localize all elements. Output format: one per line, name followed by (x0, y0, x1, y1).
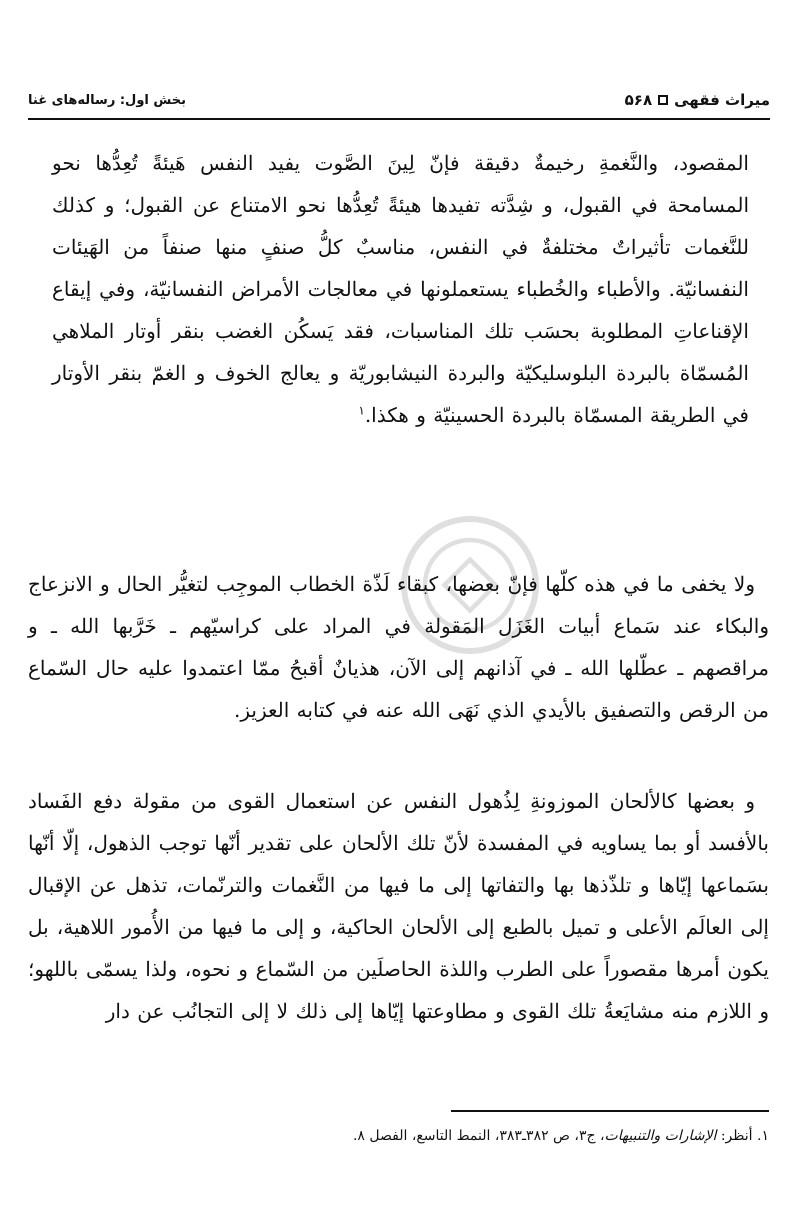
page-heading (625, 91, 770, 109)
header-rule (28, 118, 770, 120)
footnote-source-title: الإشارات والتنبيهات (604, 1128, 717, 1144)
footnote-number: ١. (757, 1128, 769, 1144)
square-ornament-icon (658, 95, 668, 105)
footnote-marker: ١ (358, 403, 365, 418)
paragraph-3: و بعضها كالألحان الموزونةِ لِذُهول النفس عن استعمال القوى من مقولة دفع الفَساد بالأفسد أو بما يساويه في المفسدة لأنّ تلك الألحان على تقدير أنّها توجب الذهول، إلّا أنّها بسَماعها إيّاها و تلذّذها بها والتفاتها إلى ما فيها من النَّغمات والترنّمات، تذهل عن الإقبال إلى العالَم الأعلى و تميل بالطبع إلى الألحان الحاكية، و إلى ما فيها من الأُمور اللاهية، بل يكون أمرها مقصوراً على الطرب واللذة الحاصلَين من السّماع و نحوه، ولذا يسمّى باللهو؛ و اللازم منه مشايَعةُ تلك القوى و مطاوعتها إيّاها إلى ذلك لا إلى التجانُب عن دار (28, 789, 770, 1023)
running-header (28, 86, 770, 114)
paragraph-1 (28, 142, 769, 436)
footnote-rule (451, 1110, 769, 1112)
paragraph-2: ولا يخفى ما في هذه كلّها فإنّ بعضها، كبقاء لَذّة الخطاب الموجِب لتغيُّر الحال و الانزعاج والبكاء عند سَماع أبيات الغَزَل المَقولة في المراد على كراسيّهم ـ خَرَّبها الله ـ و مراقصهم ـ عطّلها الله ـ في آذانهم إلى الآن، هذيانٌ أقبحُ ممّا اعتمدوا عليه حال السّماع من الرقص والتصفيق بالأيدي الذي نَهَى الله عنه في كتابه العزيز. (28, 572, 769, 722)
section-title: بخش اول: رساله‌های غنا (28, 92, 187, 108)
footnote-citation: ، ج٣، ص ٣٨٢ـ٣٨٣، النمط التاسع، الفصل ٨. (352, 1128, 605, 1144)
page-number: ۵۶۸ (624, 91, 653, 109)
book-title: میراث فقهی (674, 91, 770, 109)
paragraph-1-text: المقصود، والنَّغمةِ رخيمةٌ دقيقة فإنّ لِينَ الصَّوت يفيد النفس هَيئةً تُعِدُّها نحو المسامحة في القبول، و شِدَّته تفيدها هيئةً تُعِدُّها نحو الامتناع عن القبول؛ و كذلك للنَّغمات تأثيراتٌ مختلفةٌ في النفس، مناسبٌ كلُّ صنفٍ منها صنفاً من الهَيئات النفسانيّة. والأطباء والخُطباء يستعملونها في معالجات الأمراض النفسانيّة، وفي إيقاع الإقناعاتِ المطلوبة بحسَب تلك المناسبات، فقد يَسكُن الغضب بنقر أوتار الملاهي المُسمّاة بالبردة البلوسليكيّة والبردة النيشابوريّة و يعالج الخوف و الغمّ بنقر الأوتار في الطريقة المسمّاة بالبردة الحسينيّة و هكذا. (52, 151, 749, 427)
footnote (28, 1125, 769, 1147)
footnote-prefix: أنظر: (720, 1128, 753, 1144)
